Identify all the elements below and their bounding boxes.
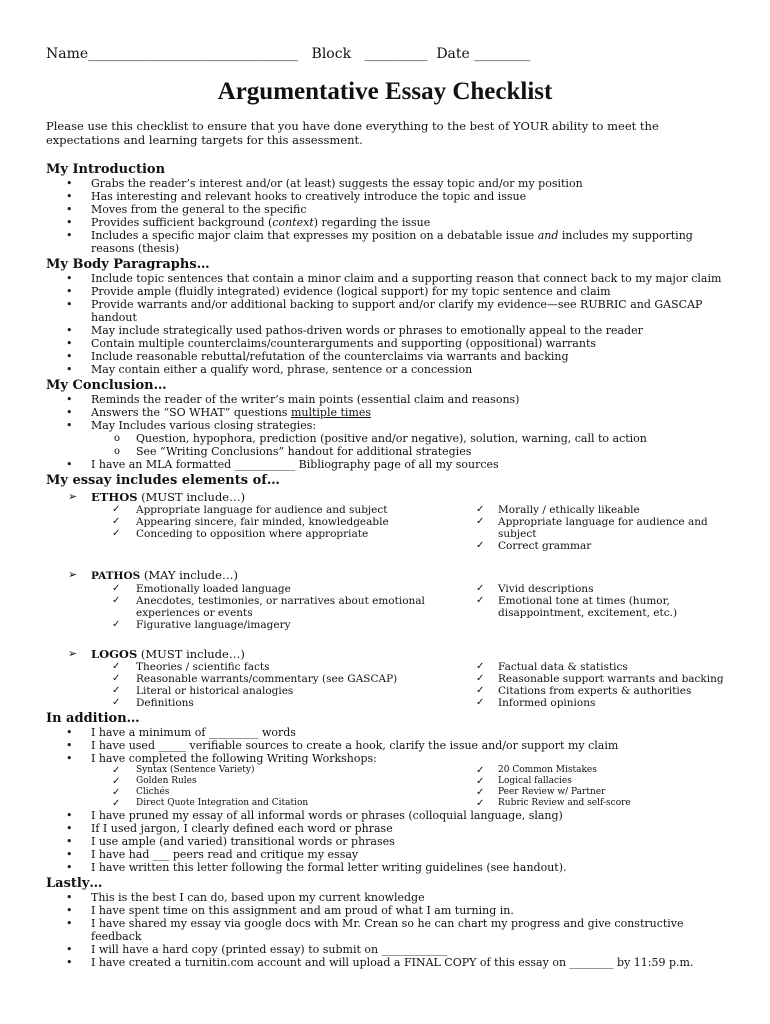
list-item: • Provides sufficient background (context) regarding the issue [46,216,736,229]
check-item: ✓ Morally / ethically likeable [476,504,736,516]
date-blank: ________ [474,46,531,62]
check-item: ✓ Reasonable support warrants and backing [476,673,736,685]
intro-paragraph: Please use this checklist to ensure that you have done everything to the best of YOUR ability to meet the expectations and learning targets for this assessment. [46,119,659,147]
check-item: ✓ 20 Common Mistakes [476,765,736,776]
check-item: ✓ Correct grammar [476,540,736,552]
section-heading-introduction: My Introduction [46,162,166,177]
ethos-heading: ➢ ETHOS (MUST include…) [68,490,246,504]
lastly-list [46,891,736,969]
ethos-checklist [46,504,736,552]
list-item: • I have a minimum of _________ words [46,726,736,739]
logos-heading: ➢ LOGOS (MUST include…) [68,647,245,661]
arrow-bullet-icon: ➢ [68,647,78,660]
section-heading-lastly: Lastly… [46,876,103,891]
list-item: • Grabs the reader’s interest and/or (at least) suggests the essay topic and/or my position [46,177,736,190]
name-blank: ______________________________ [88,46,299,62]
conclusion-list [46,393,736,432]
check-item: ✓ Reasonable warrants/commentary (see GASCAP) [46,673,476,685]
list-item: • Include reasonable rebuttal/refutation of the counterclaims via warrants and backing [46,350,736,363]
addition-list [46,726,736,765]
check-item: ✓ Golden Rules [46,776,476,787]
list-item: • I have written this letter following the formal letter writing guidelines (see handout). [46,861,736,874]
check-item: ✓ Logical fallacies [476,776,736,787]
check-item: ✓ Clichés [46,787,476,798]
check-item: ✓ Factual data & statistics [476,661,736,673]
list-item: • I have shared my essay via google docs with Mr. Crean so he can chart my progress and give constructive feedback [46,917,736,943]
check-item: ✓ Direct Quote Integration and Citation [46,798,476,809]
section-heading-body: My Body Paragraphs… [46,257,210,272]
list-item: • If I used jargon, I clearly defined each word or phrase [46,822,736,835]
date-label: Date [436,46,470,62]
list-item: • I have pruned my essay of all informal words or phrases (colloquial language, slang) [46,809,736,822]
list-item: • This is the best I can do, based upon my current knowledge [46,891,736,904]
check-item: ✓ Vivid descriptions [476,583,736,595]
list-item: • I have had ___ peers read and critique my essay [46,848,736,861]
sub-list-item: o Question, hypophora, prediction (positive and/or negative), solution, warning, call to action [46,432,736,445]
list-item: • I have used _____ verifiable sources to create a hook, clarify the issue and/or support my claim [46,739,736,752]
section-heading-addition: In addition… [46,711,140,726]
check-item: ✓ Emotionally loaded language [46,583,476,595]
list-item: • Moves from the general to the specific [46,203,736,216]
list-item: • May Includes various closing strategies: [46,419,736,432]
arrow-bullet-icon: ➢ [68,568,78,581]
check-item: ✓ Appropriate language for audience and subject [46,504,476,516]
check-item: ✓ Citations from experts & authorities [476,685,736,697]
check-item: ✓ Definitions [46,697,476,709]
block-blank: _________ [364,46,428,62]
check-item: ✓ Appropriate language for audience and subject [476,516,736,540]
student-info-header [46,46,530,62]
check-item: ✓ Theories / scientific facts [46,661,476,673]
check-item: ✓ Informed opinions [476,697,736,709]
name-label: Name [46,46,89,62]
list-item: • Provide ample (fluidly integrated) evidence (logical support) for my topic sentence and claim [46,285,736,298]
check-item: ✓ Rubric Review and self-score [476,798,736,809]
section-heading-conclusion: My Conclusion… [46,378,167,393]
list-item: • I have completed the following Writing Workshops: [46,752,736,765]
check-item: ✓ Emotional tone at times (humor, disappointment, excitement, etc.) [476,595,736,619]
pathos-checklist [46,583,736,631]
block-label: Block [311,46,352,62]
list-item: • Includes a specific major claim that expresses my position on a debatable issue and includes my supporting reasons (thesis) [46,229,736,255]
check-item: ✓ Syntax (Sentence Variety) [46,765,476,776]
check-item: ✓ Literal or historical analogies [46,685,476,697]
list-item: • May contain either a qualify word, phrase, sentence or a concession [46,363,736,376]
list-item: • Provide warrants and/or additional backing to support and/or clarify my evidence—see RUBRIC and GASCAP handout [46,298,736,324]
sub-list-item: o See “Writing Conclusions” handout for additional strategies [46,445,736,458]
checklist-content [46,160,736,969]
list-item: • I have created a turnitin.com account and will upload a FINAL COPY of this essay on ________ by 11:59 p.m. [46,956,736,969]
body-list [46,272,736,376]
list-item: • Has interesting and relevant hooks to creatively introduce the topic and issue [46,190,736,203]
list-item: • Answers the “SO WHAT” questions multiple times [46,406,736,419]
list-item: • I have an MLA formatted ___________ Bibliography page of all my sources [46,458,736,471]
introduction-list [46,177,736,255]
list-item: • I have spent time on this assignment and am proud of what I am turning in. [46,904,736,917]
workshops-checklist [46,765,736,809]
arrow-bullet-icon: ➢ [68,490,78,503]
pathos-heading: ➢ PATHOS (MAY include…) [68,568,238,582]
check-item: ✓ Appearing sincere, fair minded, knowledgeable [46,516,476,528]
closing-strategies-sublist [46,432,736,458]
section-heading-elements: My essay includes elements of… [46,473,280,488]
list-item: • I use ample (and varied) transitional words or phrases [46,835,736,848]
list-item: • Include topic sentences that contain a minor claim and a supporting reason that connect back to my major claim [46,272,736,285]
logos-checklist [46,661,736,709]
page-title: Argumentative Essay Checklist [217,78,553,105]
check-item: ✓ Conceding to opposition where appropriate [46,528,476,540]
check-item: ✓ Figurative language/imagery [46,619,476,631]
list-item: • May include strategically used pathos-driven words or phrases to emotionally appeal to the reader [46,324,736,337]
check-item: ✓ Anecdotes, testimonies, or narratives about emotional experiences or events [46,595,476,619]
check-item: ✓ Peer Review w/ Partner [476,787,736,798]
list-item: • I will have a hard copy (printed essay) to submit on ____________ [46,943,736,956]
list-item: • Contain multiple counterclaims/counterarguments and supporting (oppositional) warrants [46,337,736,350]
list-item: • Reminds the reader of the writer’s main points (essential claim and reasons) [46,393,736,406]
